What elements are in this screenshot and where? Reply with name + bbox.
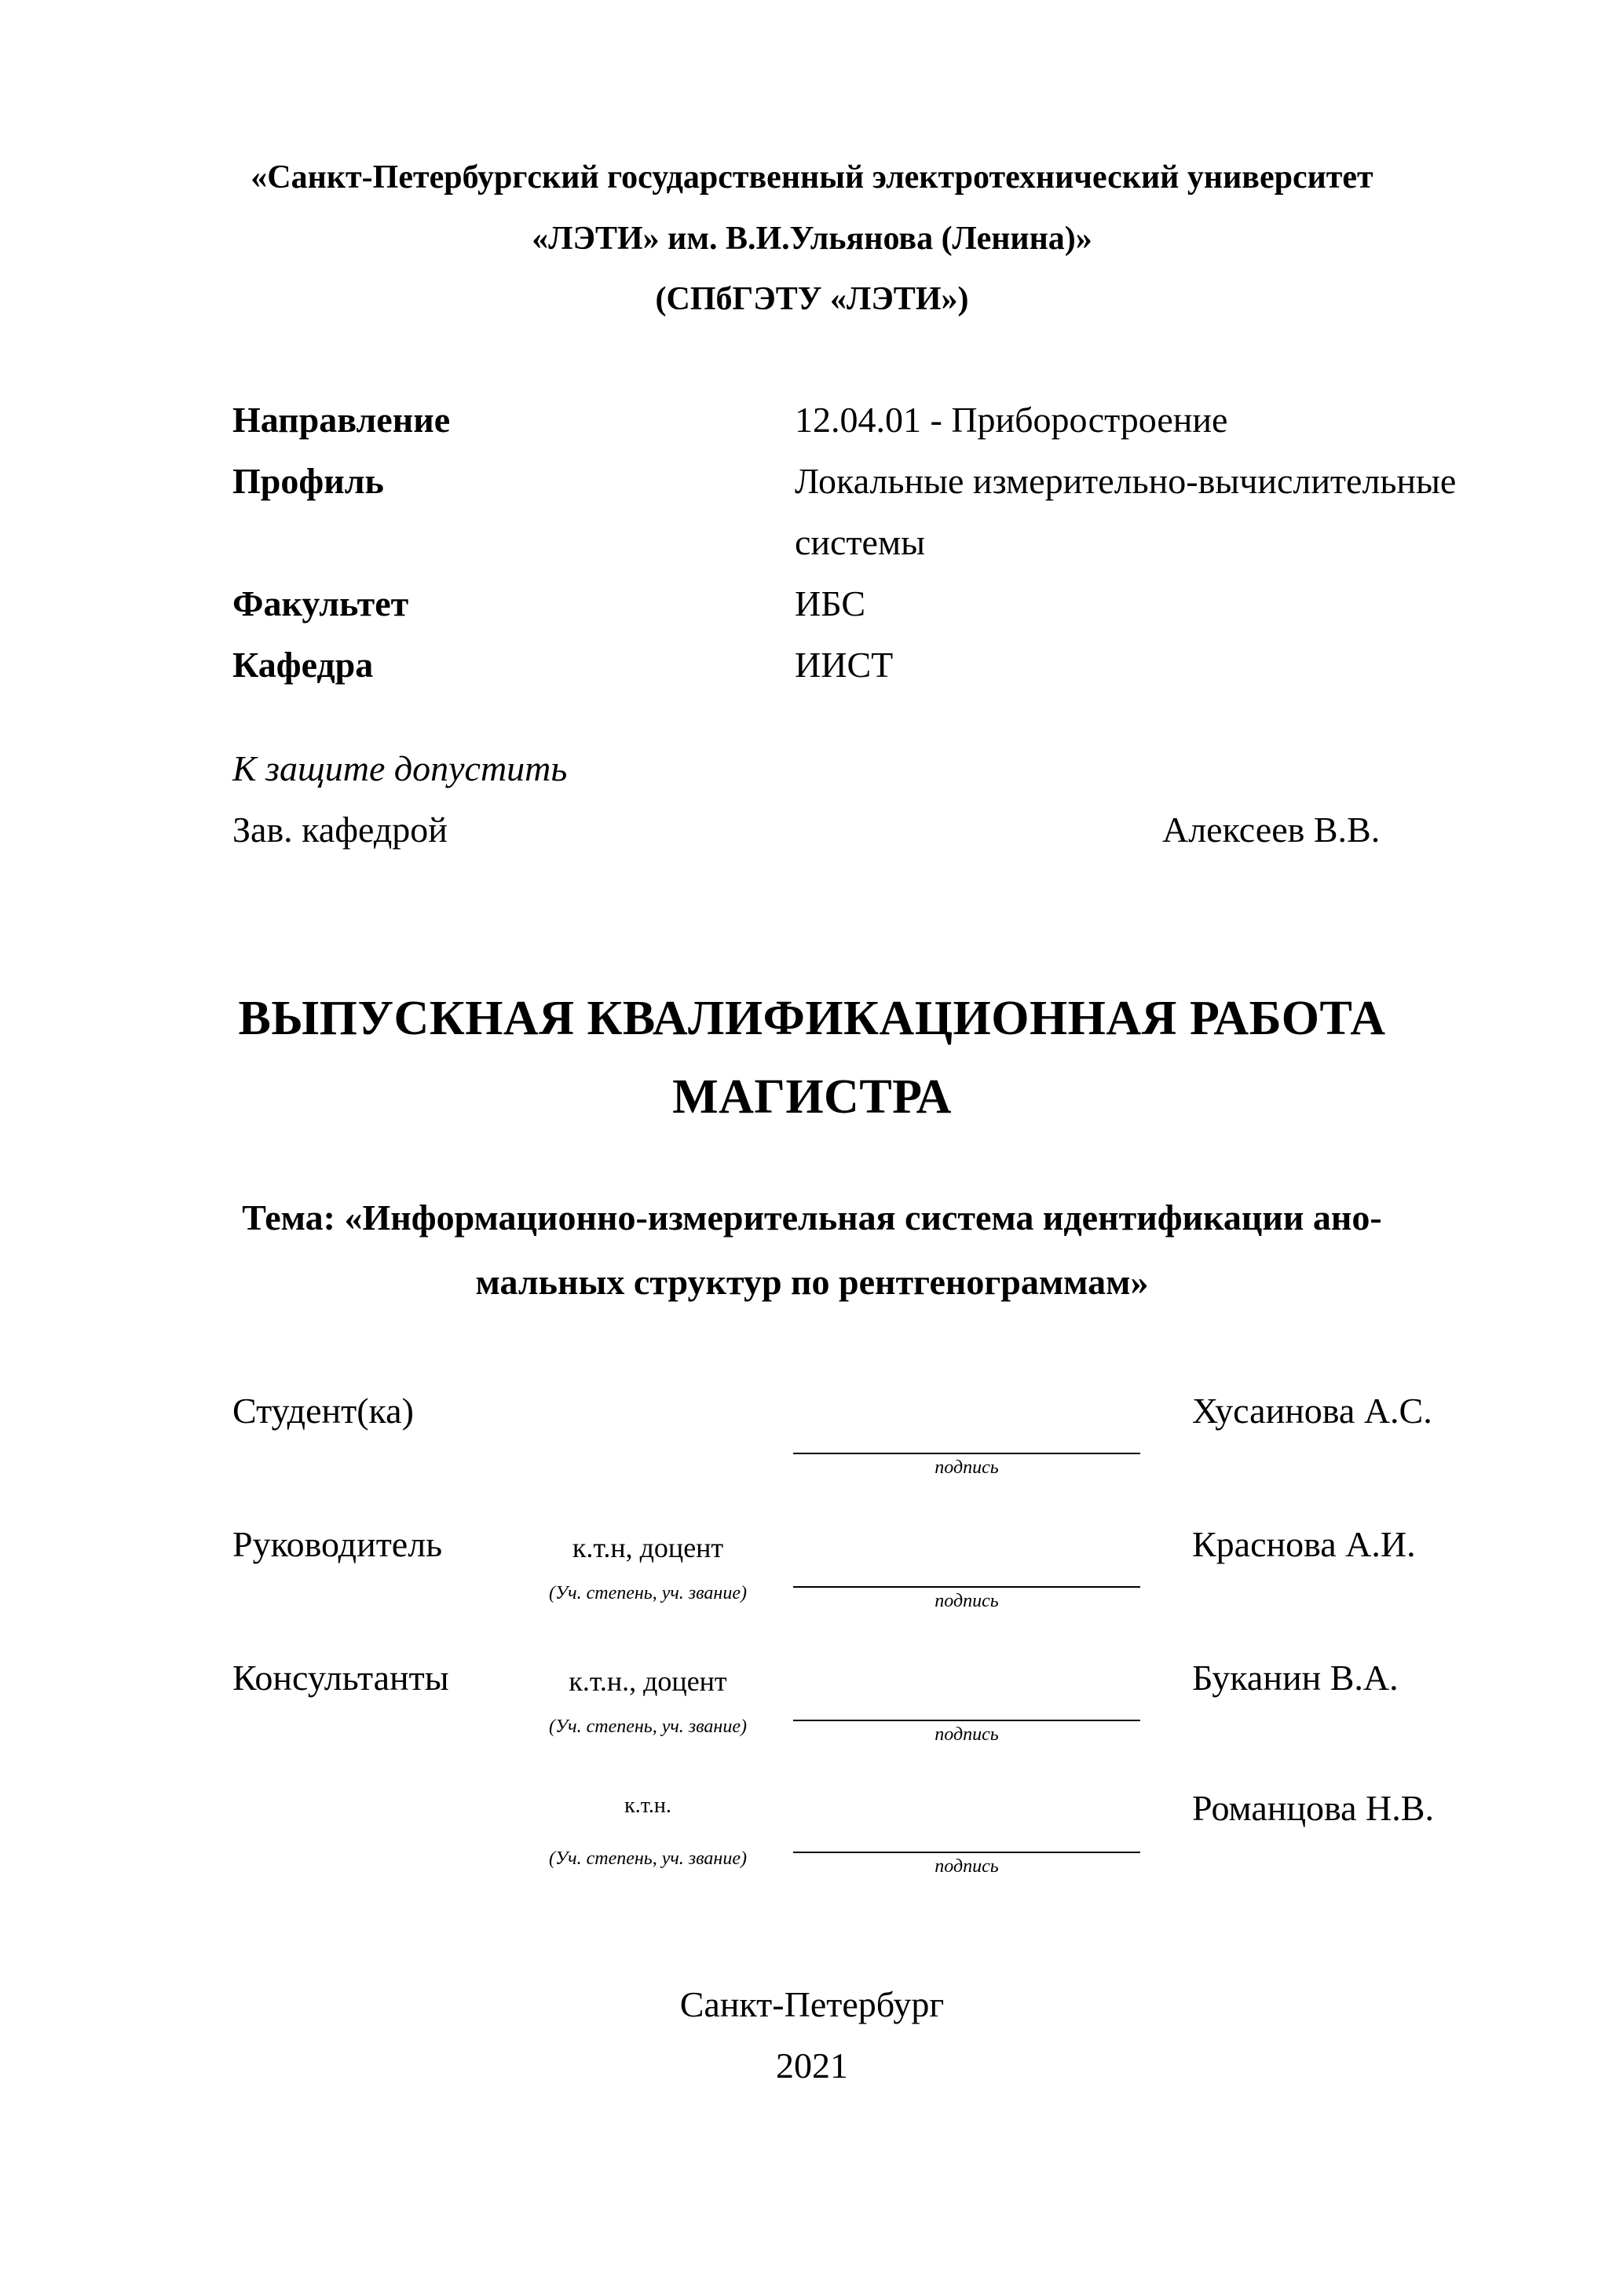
consultants-role: Консультанты xyxy=(232,1658,449,1698)
thesis-title-line1: ВЫПУСКНАЯ КВАЛИФИКАЦИОННАЯ РАБОТА xyxy=(238,992,1386,1045)
topic-line2: мальных структур по рентгенограммам» xyxy=(475,1262,1149,1302)
topic-line1: Тема: «Информационно-измерительная система идентификации ано- xyxy=(242,1197,1382,1238)
consultant-1-rank-caption: (Уч. степень, уч. звание) xyxy=(549,1717,747,1737)
university-abbreviation: (СПбГЭТУ «ЛЭТИ») xyxy=(655,281,969,317)
supervisor-rank: к.т.н, доцент xyxy=(572,1532,724,1563)
student-role: Студент(ка) xyxy=(232,1391,414,1431)
footer-city: Санкт-Петербург xyxy=(679,1984,945,2024)
student-signature-caption: подпись xyxy=(935,1457,999,1478)
footer-year: 2021 xyxy=(776,2046,848,2086)
thesis-title-line2: МАГИСТРА xyxy=(672,1070,952,1124)
consultant-2-signature-caption: подпись xyxy=(935,1856,999,1877)
university-name-line2: «ЛЭТИ» им. В.И.Ульянова (Ленина)» xyxy=(532,221,1092,257)
consultant-2-name: Романцова Н.В. xyxy=(1192,1788,1434,1828)
faculty-value: ИБС xyxy=(795,583,866,623)
department-label: Кафедра xyxy=(232,645,374,685)
supervisor-signature-line xyxy=(793,1586,1140,1588)
consultant-1-signature-caption: подпись xyxy=(935,1724,999,1745)
faculty-label: Факультет xyxy=(232,583,409,623)
consultant-1-name: Буканин В.А. xyxy=(1192,1658,1399,1698)
direction-label: Направление xyxy=(232,400,451,440)
supervisor-rank-caption: (Уч. степень, уч. звание) xyxy=(549,1583,747,1603)
consultant-2-rank-caption: (Уч. степень, уч. звание) xyxy=(549,1848,747,1869)
direction-value: 12.04.01 - Приборостроение xyxy=(795,400,1228,440)
profile-label: Профиль xyxy=(232,461,384,501)
department-value: ИИСТ xyxy=(795,645,894,685)
head-of-department-name: Алексеев В.В. xyxy=(1162,810,1381,850)
consultant-1-signature-line xyxy=(793,1720,1140,1721)
profile-value-line2: системы xyxy=(795,522,925,562)
student-signature-line xyxy=(793,1453,1140,1454)
head-of-department-role: Зав. кафедрой xyxy=(232,810,448,850)
supervisor-name: Краснова А.И. xyxy=(1192,1524,1416,1564)
supervisor-role: Руководитель xyxy=(232,1524,443,1564)
student-name: Хусаинова А.С. xyxy=(1192,1391,1432,1431)
consultant-1-rank: к.т.н., доцент xyxy=(569,1665,727,1697)
supervisor-signature-caption: подпись xyxy=(935,1591,999,1611)
approval-note: К защите допустить xyxy=(232,748,568,788)
consultant-2-rank: к.т.н. xyxy=(624,1793,671,1818)
profile-value-line1: Локальные измерительно-вычислительные xyxy=(795,461,1457,501)
university-name-line1: «Санкт-Петербургский государственный электротехнический университет xyxy=(251,159,1373,196)
consultant-2-signature-line xyxy=(793,1852,1140,1853)
